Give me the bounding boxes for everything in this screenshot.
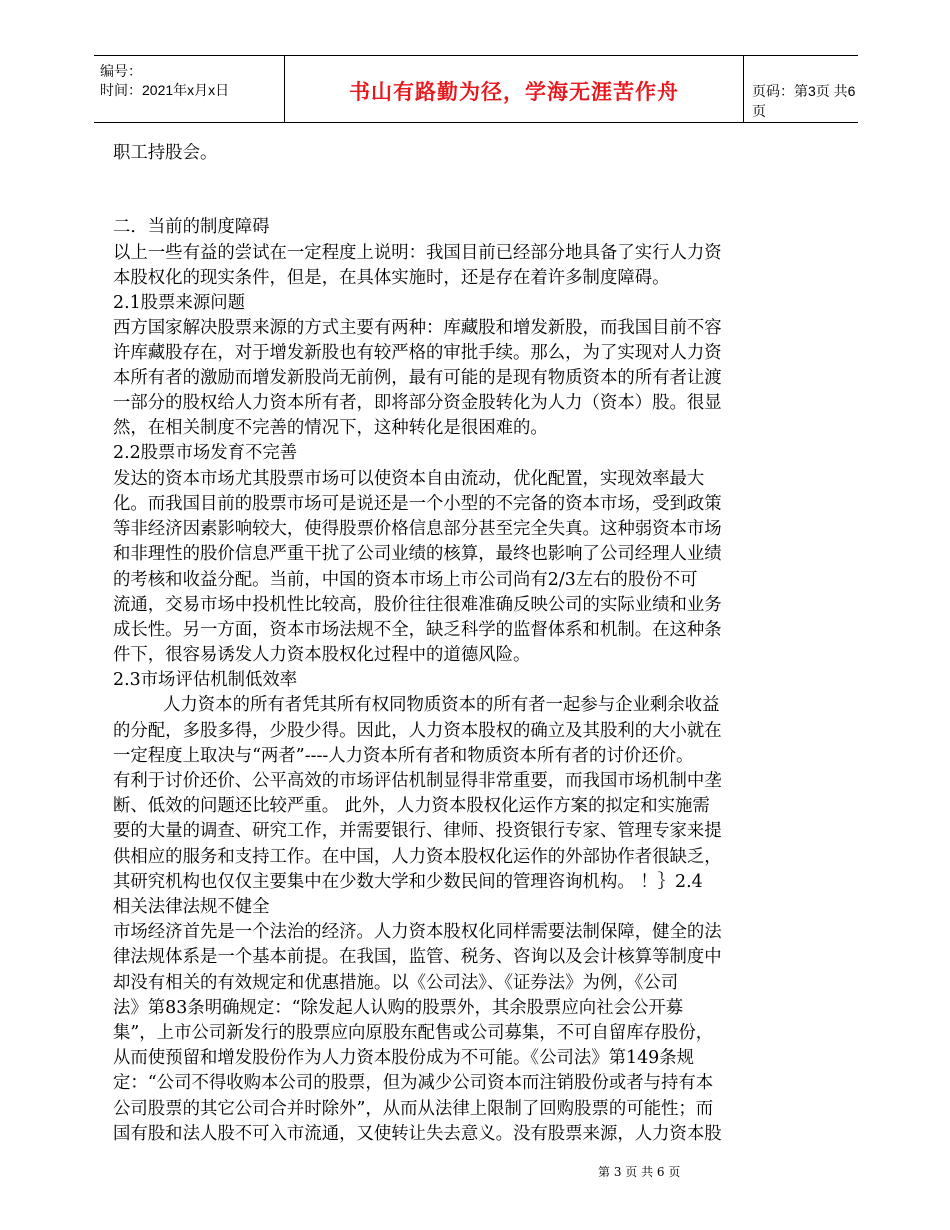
doc-date-label: 时间：2021年x月x日 <box>100 82 230 98</box>
body-line: 一定程度上取决与“两者”----人力资本所有者和物质资本所有者的讨价还价。 <box>113 746 694 766</box>
body-line: 定：“公司不得收购本公司的股票，但为减少公司资本而注销股份或者与持有本 <box>113 1073 714 1093</box>
body-line: 市场经济首先是一个法治的经济。人力资本股权化同样需要法制保障，健全的法 <box>113 922 722 942</box>
body-line: 相关法律法规不健全 <box>113 897 270 917</box>
body-line: 国有股和法人股不可入市流通，又使转让失去意义。没有股票来源，人力资本股 <box>113 1124 722 1144</box>
body-line: 2.1股票来源问题 <box>113 293 246 313</box>
body-line: 和非理性的股价信息严重干扰了公司业绩的核算，最终也影响了公司经理人业绩 <box>113 544 722 564</box>
body-line: 有利于讨价还价、公平高效的市场评估机制显得非常重要，而我国市场机制中垄 <box>113 771 722 791</box>
body-line: 成长性。另一方面，资本市场法规不全，缺乏科学的监督体系和机制。在这种条 <box>113 620 722 640</box>
body-line: 西方国家解决股票来源的方式主要有两种：库藏股和增发新股，而我国目前不容 <box>113 318 722 338</box>
body-line: 本所有者的激励而增发新股尚无前例，最有可能的是现有物质资本的所有者让渡 <box>113 368 722 388</box>
body-line: 许库藏股存在，对于增发新股也有较严格的审批手续。那么，为了实现对人力资 <box>113 343 722 363</box>
body-line: 件下，很容易诱发人力资本股权化过程中的道德风险。 <box>113 645 531 665</box>
body-line: 公司股票的其它公司合并时除外”，从而从法律上限制了回购股票的可能性；而 <box>113 1099 714 1119</box>
header-page-label: 页码：第3页 共6页 <box>752 83 856 119</box>
body-line: 律法规体系是一个基本前提。在我国，监管、税务、咨询以及会计核算等制度中 <box>113 947 722 967</box>
doc-code-label: 编号： <box>100 63 142 79</box>
body-line: 二．当前的制度障碍 <box>113 217 270 237</box>
body-line: 却没有相关的有效规定和优惠措施。以《公司法》、《证券法》为例，《公司 <box>113 973 679 993</box>
body-line: 发达的资本市场尤其股票市场可以使资本自由流动，优化配置，实现效率最大 <box>113 469 705 489</box>
body-line: 人力资本的所有者凭其所有权同物质资本的所有者一起参与企业剩余收益 <box>163 695 720 715</box>
body-line: 职工持股会。 <box>113 143 218 163</box>
body-line: 等非经济因素影响较大，使得股票价格信息部分甚至完全失真。这种弱资本市场 <box>113 519 722 539</box>
body-line: 以上一些有益的尝试在一定程度上说明：我国目前已经部分地具备了实行人力资 <box>113 243 722 263</box>
body-line: 法》第83条明确规定：“除发起人认购的股票外，其余股票应向社会公开募 <box>113 998 684 1018</box>
body-line: 然，在相关制度不完善的情况下，这种转化是很困难的。 <box>113 418 548 438</box>
body-line: 的分配，多股多得，少股少得。因此，人力资本股权的确立及其股利的大小就在 <box>113 721 722 741</box>
header-right-cell <box>742 56 858 122</box>
body-line: 的考核和收益分配。当前，中国的资本市场上市公司尚有2/3左右的股份不可 <box>113 570 698 590</box>
body-line: 供相应的服务和支持工作。在中国，人力资本股权化运作的外部协作者很缺乏， <box>113 847 722 867</box>
header-motto: 书山有路勤为径，学海无涯苦作舟 <box>349 80 679 104</box>
body-line: 2.2股票市场发育不完善 <box>113 443 298 463</box>
body-line: 其研究机构也仅仅主要集中在少数大学和少数民间的管理咨询机构。 ！｝2.4 <box>113 872 703 892</box>
body-line: 要的大量的调查、研究工作，并需要银行、律师、投资银行专家、管理专家来提 <box>113 821 722 841</box>
body-line: 2.3市场评估机制低效率 <box>113 670 298 690</box>
page-footer: 第 3 页 共 6 页 <box>598 1165 681 1179</box>
page-header <box>94 55 858 123</box>
body-line: 流通，交易市场中投机性比较高，股价往往很难准确反映公司的实际业绩和业务 <box>113 595 722 615</box>
header-motto-cell <box>284 56 744 122</box>
body-line: 一部分的股权给人力资本所有者，即将部分资金股转化为人力（资本）股。很显 <box>113 393 722 413</box>
body-line: 从而使预留和增发股份作为人力资本股份成为不可能。《公司法》第149条规 <box>113 1048 694 1068</box>
body-line: 化。而我国目前的股票市场可是说还是一个小型的不完备的资本市场，受到政策 <box>113 494 722 514</box>
body-line: 断、低效的问题还比较严重。 此外，人力资本股权化运作方案的拟定和实施需 <box>113 796 710 816</box>
header-left-cell <box>94 56 284 122</box>
body-line: 本股权化的现实条件，但是，在具体实施时，还是存在着许多制度障碍。 <box>113 268 670 288</box>
body-line: 集”，上市公司新发行的股票应向原股东配售或公司募集，不可自留库存股份， <box>113 1023 714 1043</box>
